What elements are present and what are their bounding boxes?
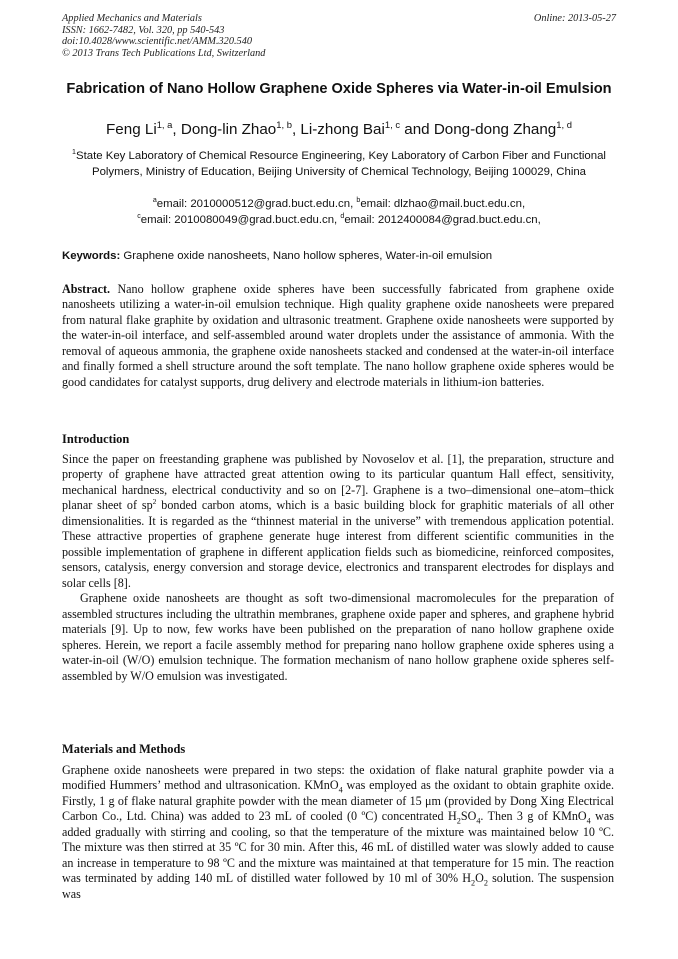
abstract bbox=[62, 282, 614, 390]
author-separator: , bbox=[291, 121, 301, 138]
paragraph-text: . Then 3 g of KMnO bbox=[480, 809, 587, 824]
email-mark: c bbox=[137, 212, 141, 220]
email-block bbox=[62, 197, 616, 228]
subscript: 2 bbox=[470, 878, 476, 888]
issn-line: ISSN: 1662-7482, Vol. 320, pp 540-543 bbox=[62, 24, 225, 36]
email-line bbox=[62, 197, 616, 213]
subscript: 4 bbox=[338, 785, 343, 795]
journal-header bbox=[62, 13, 616, 59]
email-address[interactable]: email: 2010000512@grad.buct.edu.cn, bbox=[156, 198, 357, 210]
author-list bbox=[62, 118, 616, 139]
paragraph-text: Graphene oxide nanosheets were prepared in two steps: the oxidation of flake natural graphite powder via a modified Hummers’ method and ultrasonication. KMnO bbox=[62, 763, 614, 793]
online-date: Online: 2013-05-27 bbox=[533, 13, 616, 24]
subscript: 4 bbox=[586, 816, 591, 826]
paragraph-text: was employed as the oxidant to obtain graphite oxide. Firstly, 1 g of flake natural graphite powder with the mean diameter of 15 μm (provided by Dong Xing Electrical Carbon Co., Ltd. China) was added to 23 mL of cooled (0 ºC) concentrated H bbox=[62, 778, 614, 824]
paragraph-text: SO bbox=[460, 809, 477, 824]
author-name: Dong-lin Zhao bbox=[180, 121, 277, 138]
author-separator: , bbox=[172, 121, 181, 138]
superscript: 2 bbox=[152, 497, 157, 507]
author-affiliation-mark: 1, a bbox=[156, 118, 173, 130]
methods-paragraph bbox=[62, 763, 614, 902]
paragraph-text: solution. The suspension was bbox=[62, 871, 615, 901]
paragraph-text: O bbox=[475, 871, 484, 886]
doi-line: doi:10.4028/www.scientific.net/AMM.320.540 bbox=[62, 36, 252, 48]
journal-name: Applied Mechanics and Materials bbox=[62, 13, 202, 24]
methods-section bbox=[62, 763, 614, 902]
author-name: Dong-dong Zhang bbox=[433, 121, 557, 138]
keywords bbox=[62, 249, 616, 263]
subscript: 2 bbox=[456, 816, 461, 826]
email-address[interactable]: email: 2010080049@grad.buct.edu.cn, bbox=[140, 213, 341, 226]
author-affiliation-mark: 1, d bbox=[556, 118, 572, 130]
paragraph-text: Since the paper on freestanding graphene was published by Novoselov et al. [1], the preparation, structure and property of graphene have attracted great attention owing to its particular quantum Hall effect, sensitivity, mechanical hardness, electrical conductivity and so on [2-7]. Graphene is a two–dimensional one–atom–thick planar sheet of sp bbox=[62, 452, 614, 513]
introduction-paragraph: Graphene oxide nanosheets are thought as soft two-dimensional macromolecules for the preparation of assembled structures including the ultrathin membranes, graphene oxide paper and spheres, and graphene hybrid materials [9]. Up to now, few works have been published on the preparation of nano hollow graphene oxide spheres. Herein, we report a facile assembly method for preparing nano hollow graphene oxide spheres using a water-in-oil (W/O) emulsion technique. The formation mechanism of nano hollow graphene oxide spheres self-assembled by W/O emulsion was investigated. bbox=[62, 591, 614, 683]
subscript: 4 bbox=[476, 816, 481, 826]
author-separator: and bbox=[400, 121, 434, 138]
introduction-paragraph bbox=[62, 452, 614, 591]
author-affiliation-mark: 1, b bbox=[276, 118, 292, 130]
introduction-heading: Introduction bbox=[62, 432, 130, 446]
methods-heading: Materials and Methods bbox=[62, 742, 186, 756]
paragraph-text: was added gradually with stirring and cooling, so that the temperature of the mixture was maintained below 10 ºC. The mixture was then stirred at 35 ºC for 30 min. After this, 46 mL of distilled water was slowly added to cause an increase in temperature to 98 ºC and the mixture was maintained at that temperature for 15 min. The reaction was terminated by adding 140 mL of distilled water followed by 10 ml of 30% H bbox=[62, 809, 614, 886]
author-affiliation-mark: 1, c bbox=[384, 118, 401, 130]
paper-title: Fabrication of Nano Hollow Graphene Oxide Spheres via Water-in-oil Emulsion bbox=[66, 81, 612, 97]
email-mark: a bbox=[152, 197, 157, 205]
email-mark: d bbox=[340, 212, 345, 220]
email-line bbox=[62, 213, 616, 229]
introduction-section bbox=[62, 452, 614, 684]
author-name: Li-zhong Bai bbox=[300, 121, 385, 138]
keywords-text: Graphene oxide nanosheets, Nano hollow spheres, Water-in-oil emulsion bbox=[120, 250, 493, 262]
subscript: 2 bbox=[483, 878, 488, 888]
abstract-label: Abstract. bbox=[62, 282, 111, 296]
affiliation-text: State Key Laboratory of Chemical Resource Engineering, Key Laboratory of Carbon Fiber and Functional Polymers, Ministry of Education, Beijing University of Chemical Technology, Beijing 100029, China bbox=[75, 150, 606, 178]
affiliation-mark: 1 bbox=[72, 149, 76, 157]
keywords-label: Keywords: bbox=[62, 250, 121, 262]
paragraph-text: bonded carbon atoms, which is a basic building block for graphitic materials of all other dimensionalities. It is regarded as the “thinnest material in the universe” with tremendous application potential. These attractive properties of graphene generate huge interest from different scientific communities in the possible implementation of graphene in different application fields such as biomedicine, reinforced composites, sensors, catalysis, energy conversion and storage device, electronics and transparent electrodes for displays and solar cells [8]. bbox=[62, 498, 614, 590]
email-address[interactable]: email: 2012400084@grad.buct.edu.cn, bbox=[344, 213, 541, 226]
affiliation bbox=[72, 149, 606, 180]
copyright-line: © 2013 Trans Tech Publications Ltd, Switzerland bbox=[62, 47, 266, 59]
abstract-text: Nano hollow graphene oxide spheres have been successfully fabricated from graphene oxide nanosheets utilizing a water-in-oil emulsion technique. High quality graphene oxide nanosheets were prepared from natural flake graphite by oxidation and ultrasonic treatment. Graphene oxide nanosheets were supported by the water-in-oil interface, and self-assembled around water droplets under the assistance of ammonia. With the removal of aqueous ammonia, the graphene oxide nanosheets stacked and condensed at the water-in-oil interface and finally formed a shell structure around the soft template. The nano hollow graphene oxide spheres would be good candidates for catalyst supports, drug delivery and electrode materials in lithium-ion batteries. bbox=[62, 282, 614, 389]
email-mark: b bbox=[356, 197, 361, 205]
email-address[interactable]: email: dlzhao@mail.buct.edu.cn, bbox=[360, 198, 526, 210]
author-name: Feng Li bbox=[106, 121, 157, 138]
